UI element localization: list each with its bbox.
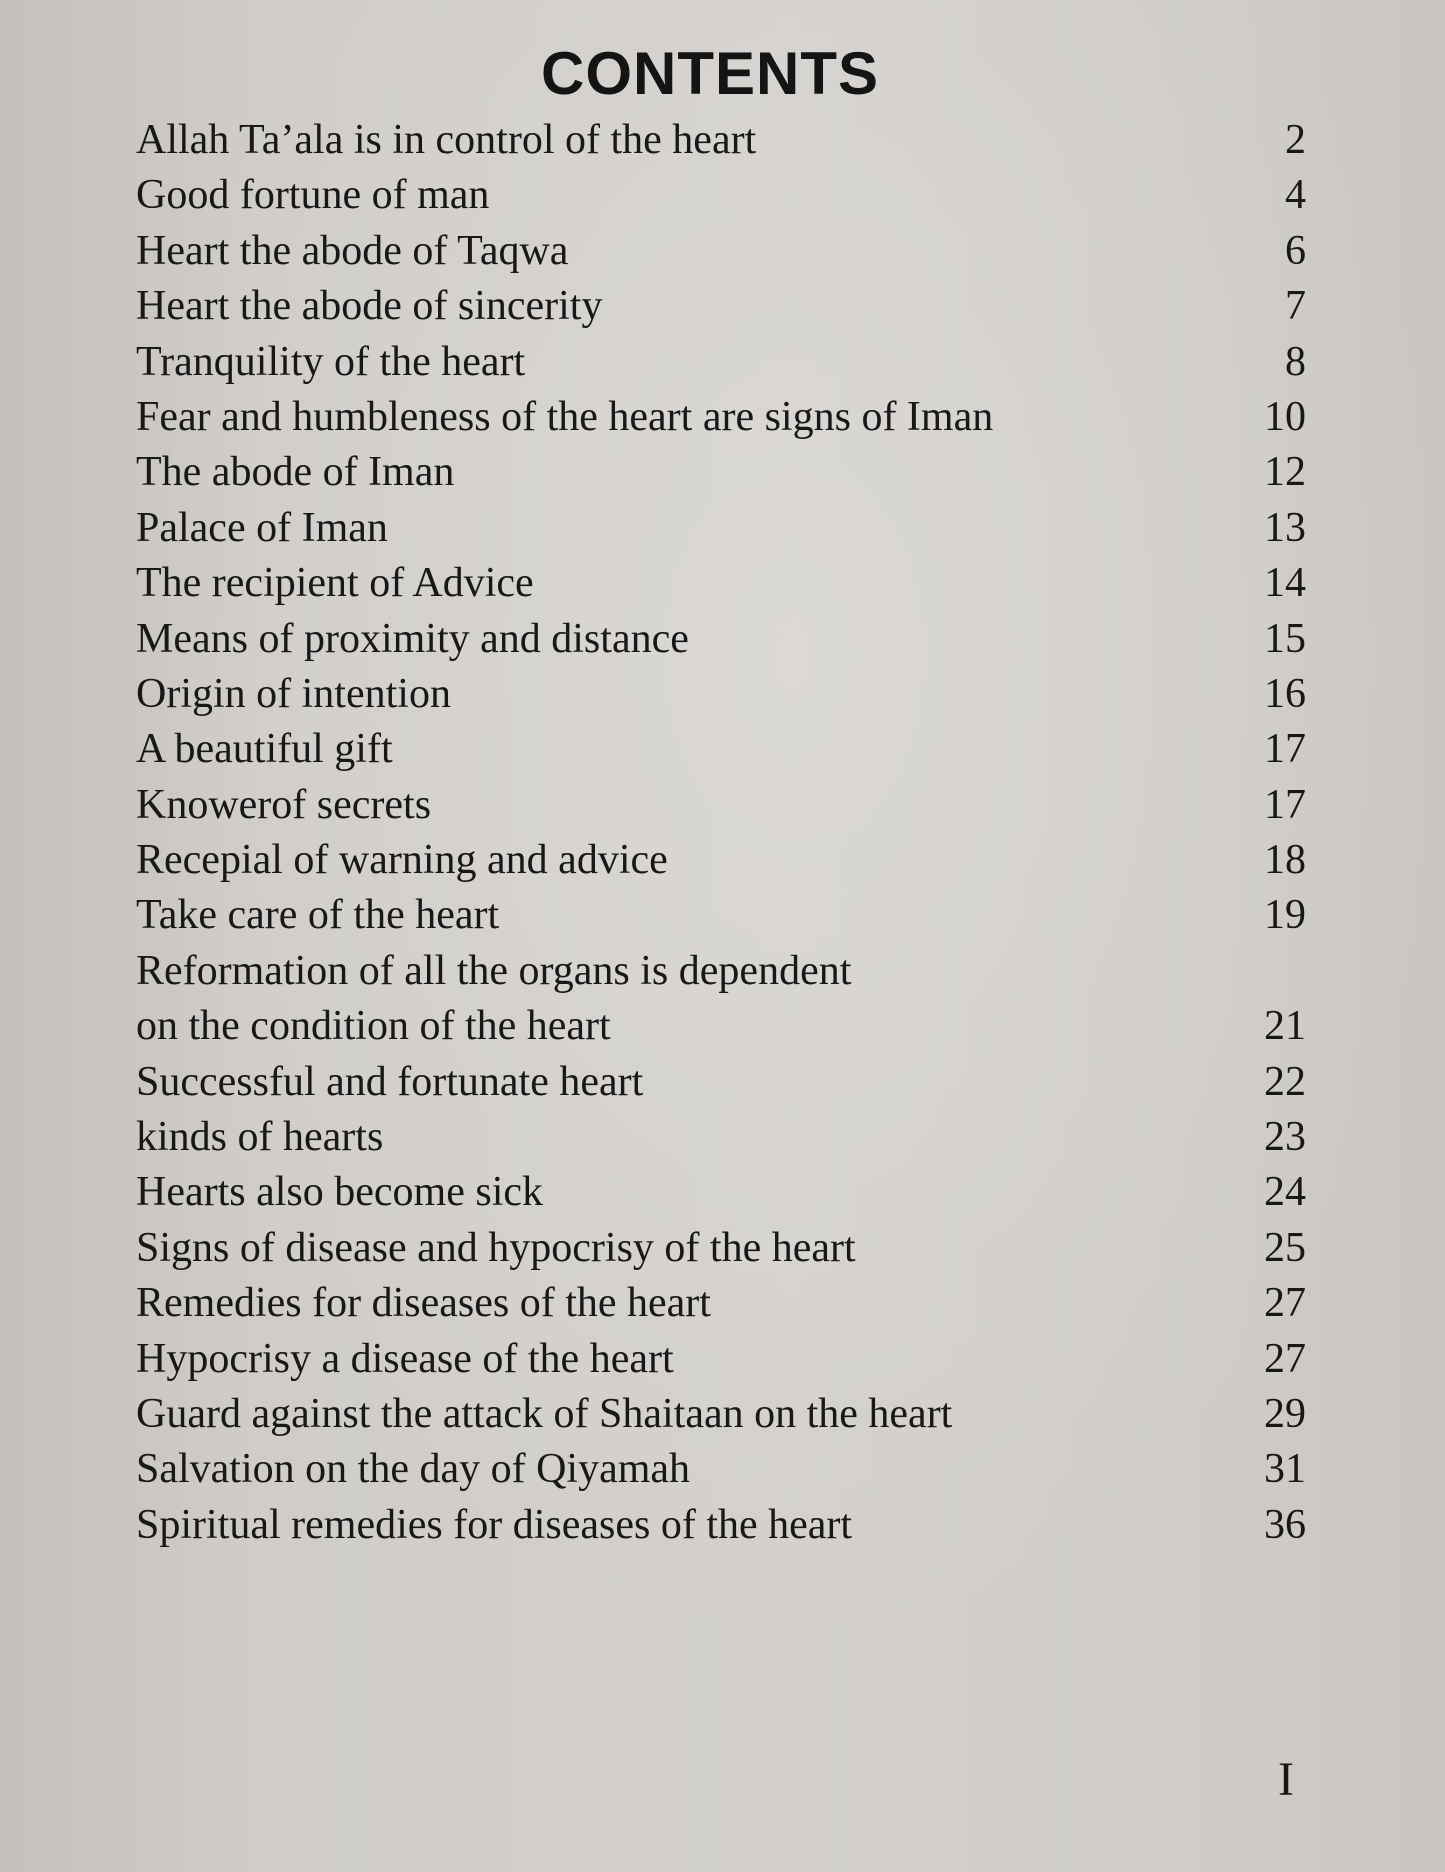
toc-entry-page-number: 25 — [1264, 1224, 1306, 1271]
toc-entry-page-number: 17 — [1264, 726, 1306, 773]
toc-entry — [136, 224, 1306, 279]
toc-entry — [136, 1276, 1306, 1331]
toc-entry-title: Allah Ta’ala is in control of the heart — [136, 117, 757, 163]
toc-entry-page-number: 12 — [1264, 449, 1306, 496]
toc-entry-page-number: 4 — [1285, 172, 1306, 219]
toc-entry — [136, 1165, 1306, 1220]
toc-entry-title: Recepial of warning and advice — [136, 837, 668, 884]
toc-entry-title: Remedies for diseases of the heart — [136, 1280, 711, 1327]
toc-entry-page-number: 13 — [1264, 504, 1306, 551]
toc-entry-page-number: 18 — [1264, 837, 1306, 884]
page-folio: I — [1278, 1753, 1294, 1806]
toc-entry-title: Means of proximity and distance — [136, 615, 689, 662]
toc-entry — [136, 833, 1306, 888]
toc-entry-title: Reformation of all the organs is dependent — [136, 947, 852, 994]
toc-entry-page-number: 27 — [1264, 1280, 1306, 1327]
toc-entry — [136, 944, 1306, 999]
toc-entry-page-number: 36 — [1264, 1501, 1306, 1548]
toc-entry-title: Spiritual remedies for diseases of the heart — [136, 1501, 853, 1548]
table-of-contents — [136, 113, 1306, 1553]
toc-entry-title: Good fortune of man — [136, 172, 490, 219]
toc-entry — [136, 612, 1306, 667]
contents-heading: CONTENTS — [541, 40, 879, 107]
toc-entry-title: The abode of Iman — [136, 449, 455, 496]
toc-entry-title: A beautiful gift — [136, 726, 393, 773]
toc-entry — [136, 1221, 1306, 1276]
toc-entry — [136, 1055, 1306, 1110]
toc-entry-title: Signs of disease and hypocrisy of the heart — [136, 1224, 856, 1271]
toc-entry-page-number: 16 — [1264, 670, 1306, 717]
toc-entry-title: on the condition of the heart — [136, 1003, 611, 1050]
toc-entry-page-number: 19 — [1264, 892, 1306, 939]
toc-entry-title: Fear and humbleness of the heart are signs of Iman — [136, 393, 994, 440]
toc-entry-page-number: 23 — [1264, 1114, 1306, 1161]
toc-entry-title: The recipient of Advice — [136, 560, 534, 607]
toc-entry — [136, 778, 1306, 833]
toc-entry-title: Hearts also become sick — [136, 1169, 544, 1216]
toc-entry-page-number: 29 — [1264, 1390, 1306, 1437]
toc-entry-title: Knowerof secrets — [136, 781, 432, 828]
toc-entry — [136, 501, 1306, 556]
toc-entry-title: Tranquility of the heart — [136, 338, 526, 385]
toc-entry-title: Guard against the attack of Shaitaan on the heart — [136, 1390, 953, 1437]
toc-entry-page-number: 2 — [1285, 117, 1306, 163]
toc-entry — [136, 1387, 1306, 1442]
toc-entry — [136, 168, 1306, 223]
toc-entry-title: Heart the abode of Taqwa — [136, 227, 569, 274]
toc-entry-page-number: 22 — [1264, 1058, 1306, 1105]
toc-entry-title: kinds of hearts — [136, 1114, 384, 1161]
toc-entry — [136, 999, 1306, 1054]
toc-entry-page-number: 27 — [1264, 1335, 1306, 1382]
toc-entry-page-number: 17 — [1264, 781, 1306, 828]
toc-entry-title: Salvation on the day of Qiyamah — [136, 1446, 691, 1493]
toc-entry-page-number: 14 — [1264, 560, 1306, 607]
toc-entry-title: Heart the abode of sincerity — [136, 283, 603, 330]
toc-entry — [136, 722, 1306, 777]
toc-entry — [136, 1498, 1306, 1553]
toc-entry — [136, 113, 1306, 168]
toc-entry-page-number: 24 — [1264, 1169, 1306, 1216]
toc-entry-page-number: 8 — [1285, 338, 1306, 385]
toc-entry-page-number: 10 — [1264, 393, 1306, 440]
toc-entry — [136, 1110, 1306, 1165]
toc-entry-title: Palace of Iman — [136, 504, 388, 551]
toc-entry — [136, 390, 1306, 445]
toc-entry-page-number: 31 — [1264, 1446, 1306, 1493]
toc-entry-title: Hypocrisy a disease of the heart — [136, 1335, 674, 1382]
toc-entry-page-number: 7 — [1285, 283, 1306, 330]
toc-entry-title: Take care of the heart — [136, 892, 500, 939]
toc-entry — [136, 556, 1306, 611]
toc-entry — [136, 445, 1306, 500]
toc-entry-page-number: 21 — [1264, 1003, 1306, 1050]
toc-entry-title: Origin of intention — [136, 670, 451, 717]
toc-entry — [136, 279, 1306, 334]
toc-entry — [136, 335, 1306, 390]
toc-entry-page-number: 6 — [1285, 227, 1306, 274]
toc-entry — [136, 888, 1306, 943]
toc-entry — [136, 1332, 1306, 1387]
toc-entry — [136, 667, 1306, 722]
toc-entry-title: Successful and fortunate heart — [136, 1058, 644, 1105]
toc-entry-page-number: 15 — [1264, 615, 1306, 662]
toc-entry — [136, 1442, 1306, 1497]
